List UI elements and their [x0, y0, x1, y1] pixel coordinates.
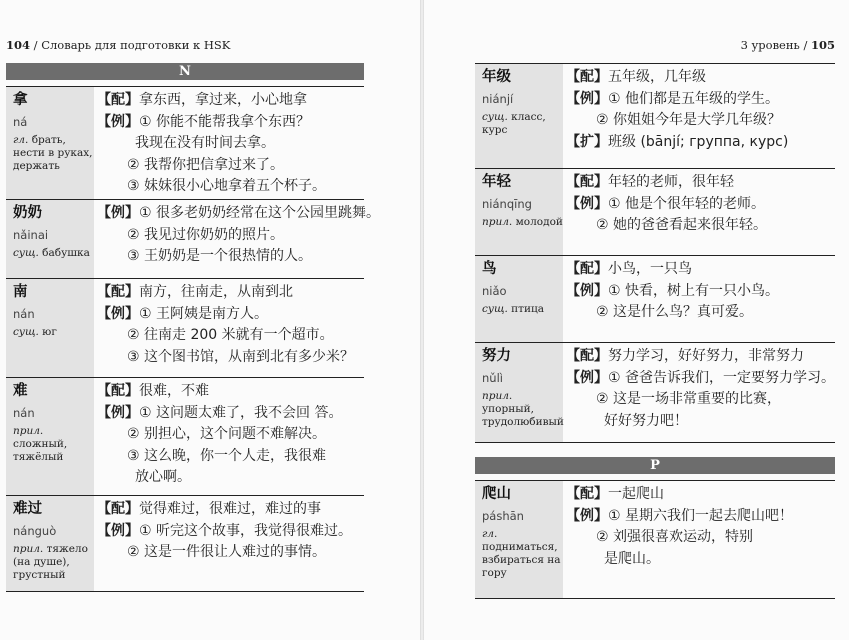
entry-hanzi: 难 [13, 383, 28, 399]
entry-tag: 【例】 [566, 195, 608, 212]
entry-line [97, 467, 364, 489]
entry-head [475, 256, 563, 342]
entry-pos: прил. [13, 425, 44, 437]
left-page-number: 104 [6, 38, 31, 52]
right-column-p [475, 480, 835, 599]
entry-text: ③ 王奶奶是一个很热情的人。 [127, 248, 313, 264]
entry-line [97, 499, 364, 521]
entry-text: ① 星期六我们一起去爬山吧！ [608, 507, 794, 524]
entry-pos: сущ. [13, 326, 39, 338]
entry-gloss [13, 134, 94, 173]
entry-body [563, 256, 835, 342]
entry-gloss [482, 111, 563, 137]
entry-line [97, 225, 380, 247]
entry-tag: 【配】 [97, 284, 139, 300]
entry-line [97, 90, 364, 112]
entry-translation: брать, нести в руках, держать [13, 134, 93, 172]
left-column [6, 86, 380, 592]
entry-line [97, 304, 364, 326]
entry-text: ② 别担心，这个问题不难解决。 [127, 426, 327, 442]
entry-text: ② 这是什么鸟？真可爱。 [596, 304, 754, 320]
entry-text: 觉得难过，很难过，难过的事 [139, 501, 321, 517]
dictionary-entry [475, 480, 835, 599]
entry-pinyin: niǎo [482, 284, 507, 298]
entry-text: ③ 这么晚，你一个人走，我很难 [127, 447, 327, 464]
entry-line [566, 484, 835, 506]
section-letter-p: P [475, 457, 835, 474]
entry-translation: сложный, тяжёлый [13, 438, 68, 463]
entry-pos: сущ. [482, 303, 508, 315]
entry-translation: молодой [515, 216, 563, 228]
left-running-title: / Словарь для подготовки к HSK [33, 38, 231, 52]
entry-tag: 【配】 [566, 261, 608, 277]
left-running-head [6, 38, 230, 52]
right-page-number: 105 [810, 38, 835, 52]
entry-line [97, 203, 380, 225]
entry-text: 很难，不难 [139, 383, 209, 399]
entry-line [97, 246, 380, 268]
entry-line [97, 542, 364, 564]
entry-line [566, 549, 835, 571]
entry-gloss [13, 247, 94, 260]
entry-line [97, 176, 364, 198]
entry-gloss [13, 543, 94, 582]
entry-text: 放心啊。 [135, 469, 191, 485]
entry-line [566, 302, 835, 324]
entry-text: 一起爬山 [608, 486, 664, 502]
entry-gloss [13, 425, 94, 464]
entry-head [475, 343, 563, 442]
entry-hanzi: 年轻 [482, 174, 511, 190]
entry-hanzi: 鸟 [482, 261, 497, 277]
entry-head [475, 481, 563, 598]
entry-line [97, 155, 364, 177]
entry-pinyin: ná [13, 115, 28, 129]
entry-pinyin: nǎinai [13, 228, 49, 242]
entry-body [94, 200, 380, 278]
entry-translation: тяжело (на душе), грустный [13, 543, 88, 581]
entry-gloss [482, 528, 563, 580]
entry-tag: 【例】 [97, 113, 139, 130]
entry-pos: сущ. [482, 111, 508, 123]
entry-line [566, 89, 835, 111]
entry-line [97, 133, 364, 155]
entry-tag: 【例】 [97, 404, 139, 421]
entry-line [566, 172, 835, 194]
dictionary-entry [6, 200, 380, 279]
entry-line [566, 389, 835, 411]
entry-translation: птица [511, 303, 544, 315]
entry-hanzi: 南 [13, 284, 28, 300]
entry-translation: бабушка [42, 247, 90, 259]
entry-pos: гл. [13, 134, 29, 146]
entry-text: ① 王阿姨是南方人。 [139, 305, 269, 322]
entry-text: ② 你姐姐今年是大学几年级？ [596, 112, 782, 128]
entry-tag: 【扩】 [566, 133, 608, 150]
right-column [475, 63, 835, 443]
entry-pinyin: nán [13, 307, 35, 321]
dictionary-entry [475, 169, 835, 256]
entry-line [566, 281, 835, 303]
entry-text: ② 我见过你奶奶的照片。 [127, 226, 285, 243]
entry-body [563, 169, 835, 255]
entry-head [6, 279, 94, 377]
entry-tag: 【例】 [566, 90, 608, 107]
entry-line [97, 446, 364, 468]
entry-pinyin: nánguò [13, 524, 57, 538]
entry-text: ① 你能不能帮我拿个东西？ [139, 113, 311, 130]
entry-translation: класс, курс [482, 111, 546, 136]
entry-text: 拿东西，拿过来，小心地拿 [139, 92, 307, 108]
entry-hanzi: 奶奶 [13, 205, 42, 221]
entry-text: ③ 妹妹很小心地拿着五个杯子。 [127, 178, 327, 194]
entry-text: 我现在没有时间去拿。 [135, 135, 275, 151]
entry-hanzi: 拿 [13, 92, 28, 108]
entry-pos: сущ. [13, 247, 39, 259]
entry-pos: прил. [482, 216, 513, 228]
dictionary-entry [6, 496, 364, 592]
entry-line [97, 325, 364, 347]
entry-line [97, 381, 364, 403]
entry-line [566, 67, 835, 89]
entry-body [94, 378, 364, 495]
entry-text: 年轻的老师，很年轻 [608, 174, 734, 190]
right-running-title: 3 уровень / [740, 38, 808, 52]
entry-line [97, 282, 364, 304]
entry-text: 是爬山。 [604, 550, 660, 567]
entry-body [563, 64, 835, 168]
entry-text: ② 这是一件很让人难过的事情。 [127, 544, 327, 560]
dictionary-entry [475, 63, 835, 169]
entry-gloss [482, 390, 563, 429]
entry-hanzi: 年级 [482, 69, 511, 85]
dictionary-entry [475, 256, 835, 343]
entry-text: ② 往南走 200 米就有一个超市。 [127, 327, 334, 343]
entry-pinyin: niánjí [482, 92, 514, 106]
entry-hanzi: 难过 [13, 501, 42, 517]
entry-gloss [482, 303, 563, 316]
entry-line [97, 424, 364, 446]
entry-text: 好好努力吧！ [604, 412, 688, 429]
entry-tag: 【例】 [97, 305, 139, 322]
entry-tag: 【例】 [97, 205, 139, 221]
entry-tag: 【例】 [566, 369, 608, 386]
entry-text: ② 她的爸爸看起来很年轻。 [596, 217, 768, 233]
dictionary-entry [475, 343, 835, 443]
entry-line [566, 132, 835, 154]
entry-line [566, 527, 835, 549]
entry-tag: 【配】 [97, 383, 139, 399]
entry-text: ① 快看，树上有一只小鸟。 [608, 282, 780, 299]
entry-body [94, 496, 364, 591]
entry-body [563, 481, 835, 598]
entry-text: ① 爸爸告诉我们，一定要努力学习。 [608, 369, 836, 386]
entry-translation: юг [42, 326, 57, 338]
entry-head [6, 87, 94, 199]
entry-body [94, 87, 364, 199]
entry-line [566, 215, 835, 237]
entry-pos: гл. [482, 528, 498, 540]
entry-line [97, 112, 364, 134]
entry-gloss [482, 216, 563, 229]
entry-pinyin: nǔlì [482, 371, 503, 385]
entry-tag: 【配】 [566, 69, 608, 85]
entry-tag: 【例】 [566, 507, 608, 524]
dictionary-entry [6, 378, 364, 496]
entry-hanzi: 努力 [482, 348, 511, 364]
entry-tag: 【例】 [97, 522, 139, 539]
entry-line [566, 368, 835, 390]
entry-gloss [13, 326, 94, 339]
entry-body [563, 343, 835, 442]
entry-body [94, 279, 364, 377]
entry-text: 小鸟，一只鸟 [608, 261, 692, 277]
entry-line [566, 259, 835, 281]
entry-text: ① 听完这个故事，我觉得很难过。 [139, 522, 353, 539]
entry-pinyin: niánqīng [482, 197, 532, 211]
entry-pinyin: páshān [482, 509, 524, 523]
entry-tag: 【配】 [566, 174, 608, 190]
entry-text: ① 他是个很年轻的老师。 [608, 195, 766, 212]
entry-head [6, 496, 94, 591]
dictionary-entry [6, 279, 364, 378]
entry-text: ① 这问题太难了，我不会回 答。 [139, 404, 343, 421]
entry-text: ② 刘强很喜欢运动，特别 [596, 529, 754, 545]
entry-text: 努力学习，好好努力，非常努力 [608, 348, 804, 364]
entry-text: ① 他们都是五年级的学生。 [608, 90, 780, 107]
entry-pos: прил. [482, 390, 513, 402]
entry-translation: подниматься, взбираться на гору [482, 541, 561, 579]
entry-tag: 【例】 [566, 282, 608, 299]
entry-tag: 【配】 [97, 501, 139, 517]
entry-line [566, 506, 835, 528]
right-running-head [741, 38, 835, 52]
entry-line [566, 411, 835, 433]
entry-text: 五年级，几年级 [608, 69, 706, 85]
entry-text: ③ 这个图书馆，从南到北有多少米？ [127, 348, 355, 365]
entry-line [97, 347, 364, 369]
entry-text: 南方，往南走，从南到北 [139, 284, 293, 300]
entry-line [566, 110, 835, 132]
entry-pos: прил. [13, 543, 44, 555]
entry-text: ① 很多老奶奶经常在这个公园里跳舞。 [139, 205, 380, 221]
entry-translation: упорный, трудолюбивый [482, 403, 564, 428]
entry-pinyin: nán [13, 406, 35, 420]
entry-head [475, 64, 563, 168]
entry-head [6, 200, 94, 278]
entry-text: ② 我帮你把信拿过来了。 [127, 156, 285, 173]
entry-head [475, 169, 563, 255]
entry-line [566, 346, 835, 368]
entry-line [566, 194, 835, 216]
entry-hanzi: 爬山 [482, 486, 511, 502]
entry-text: ② 这是一场非常重要的比赛， [596, 391, 782, 407]
dictionary-entry [6, 86, 364, 200]
entry-tag: 【配】 [97, 92, 139, 108]
entry-tag: 【配】 [566, 348, 608, 364]
entry-line [97, 403, 364, 425]
entry-line [97, 521, 364, 543]
entry-text: 班级 (bānjí; группа, курс) [608, 133, 789, 150]
section-letter-n: N [6, 63, 364, 80]
entry-head [6, 378, 94, 495]
entry-tag: 【配】 [566, 486, 608, 502]
